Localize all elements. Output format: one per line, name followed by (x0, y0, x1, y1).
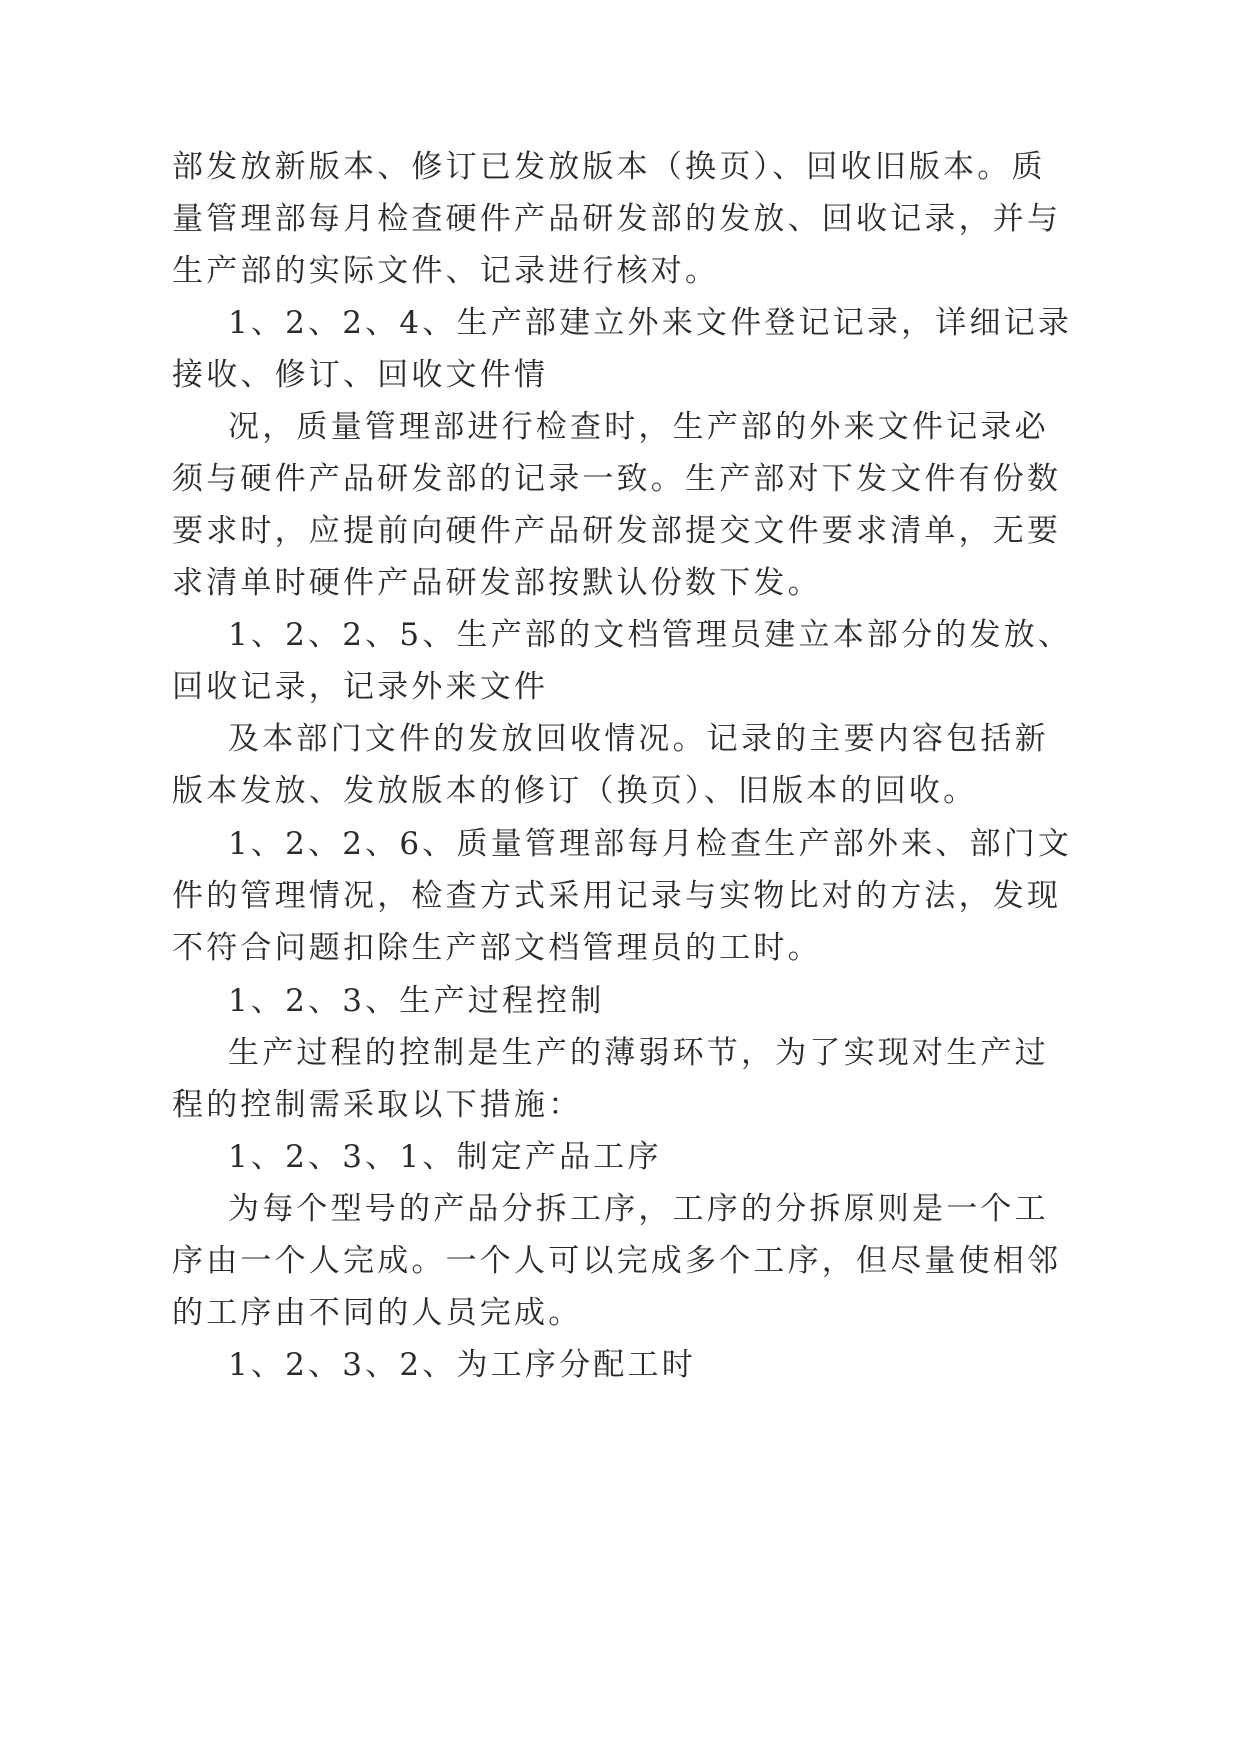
text-line: 1、2、2、6、质量管理部每月检查生产部外来、部门文 (228, 826, 1073, 862)
text-line: 部发放新版本、修订已发放版本（换页）、回收旧版本。质 (172, 149, 1046, 185)
section-heading: 1、2、3、生产过程控制 (228, 983, 605, 1019)
text-line: 接收、修订、回收文件情 (172, 357, 549, 393)
text-line: 及本部门文件的发放回收情况。记录的主要内容包括新 (228, 721, 1049, 757)
text-line: 须与硬件产品研发部的记录一致。生产部对下发文件有份数 (172, 461, 1062, 497)
text-line: 序由一个人完成。一个人可以完成多个工序，但尽量使相邻 (172, 1243, 1062, 1279)
subsection-heading: 1、2、3、1、制定产品工序 (228, 1139, 662, 1175)
text-line: 1、2、2、5、生产部的文档管理员建立本部分的发放、 (228, 617, 1073, 653)
text-line: 要求时，应提前向硬件产品研发部提交文件要求清单，无要 (172, 513, 1062, 549)
text-line: 生产过程的控制是生产的薄弱环节，为了实现对生产过 (228, 1035, 1049, 1071)
subsection-heading: 1、2、3、2、为工序分配工时 (228, 1347, 696, 1383)
text-line: 生产部的实际文件、记录进行核对。 (172, 253, 720, 289)
text-line: 程的控制需采取以下措施： (172, 1087, 583, 1123)
text-line: 回收记录，记录外来文件 (172, 669, 549, 705)
text-line: 求清单时硬件产品研发部按默认份数下发。 (172, 565, 822, 601)
text-line: 量管理部每月检查硬件产品研发部的发放、回收记录，并与 (172, 201, 1062, 237)
text-line: 版本发放、发放版本的修订（换页）、旧版本的回收。 (172, 773, 978, 809)
text-line: 为每个型号的产品分拆工序，工序的分拆原则是一个工 (228, 1191, 1049, 1227)
text-line: 件的管理情况，检查方式采用记录与实物比对的方法，发现 (172, 878, 1062, 914)
text-line: 况，质量管理部进行检查时，生产部的外来文件记录必 (228, 409, 1049, 445)
text-line: 不符合问题扣除生产部文档管理员的工时。 (172, 930, 822, 966)
text-line: 1、2、2、4、生产部建立外来文件登记记录，详细记录 (228, 305, 1073, 341)
text-line: 的工序由不同的人员完成。 (172, 1295, 583, 1331)
